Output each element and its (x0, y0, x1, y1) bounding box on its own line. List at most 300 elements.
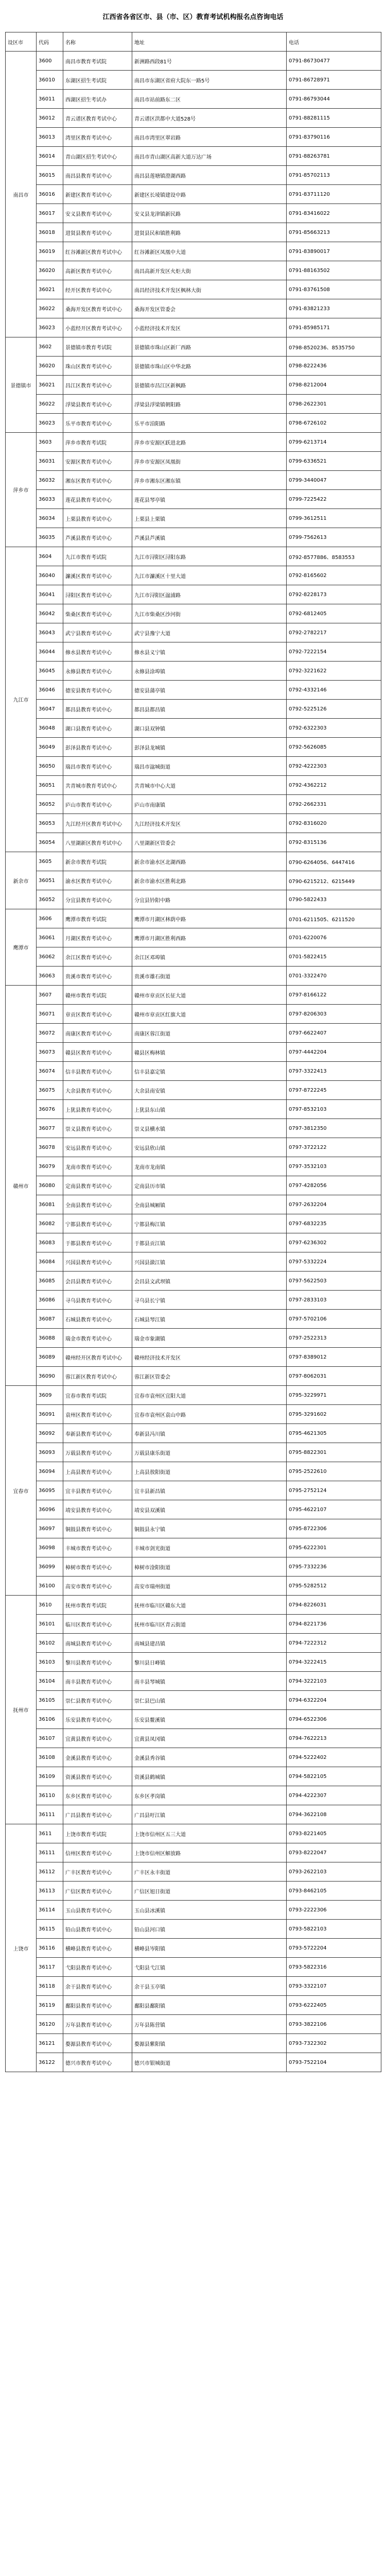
phone-cell: 0799-7225422 (287, 490, 381, 509)
phone-cell: 0701-6220076 (287, 928, 381, 947)
code-cell: 3604 (37, 547, 63, 566)
city-cell: 南昌市 (6, 52, 37, 337)
name-cell: 浮梁县教育考试中心 (63, 395, 132, 414)
name-cell: 安义县教育考试中心 (63, 204, 132, 223)
code-cell: 36047 (37, 700, 63, 719)
table-row (6, 1577, 381, 1596)
name-cell: 九江市教育考试院 (63, 547, 132, 566)
phone-cell: 0794-6522306 (287, 1710, 381, 1729)
code-cell: 36079 (37, 1157, 63, 1176)
address-cell: 靖安县双溪镇 (132, 1500, 287, 1519)
phone-cell: 0791-85985171 (287, 318, 381, 337)
name-cell: 余江区教育考试中心 (63, 947, 132, 967)
table-header-row (6, 32, 381, 52)
code-cell: 36054 (37, 833, 63, 852)
name-cell: 湘东区教育考试中心 (63, 471, 132, 490)
phone-cell: 0797-8532103 (287, 1100, 381, 1119)
table-row (6, 223, 381, 242)
code-cell: 36074 (37, 1062, 63, 1081)
code-cell: 36034 (37, 509, 63, 528)
code-cell: 36046 (37, 681, 63, 700)
table-row (6, 1157, 381, 1176)
phone-cell: 0701-3322470 (287, 967, 381, 986)
address-cell: 永修县涂埠镇 (132, 662, 287, 681)
address-cell: 南昌高新开发区火炬大街 (132, 261, 287, 280)
address-cell: 玉山县冰溪镇 (132, 1901, 287, 1920)
phone-cell: 0798-8222436 (287, 357, 381, 376)
code-cell: 36101 (37, 1615, 63, 1634)
phone-cell: 0797-4442204 (287, 1043, 381, 1062)
table-row (6, 1138, 381, 1157)
code-cell: 36109 (37, 1767, 63, 1786)
code-cell: 36022 (37, 299, 63, 318)
name-cell: 南丰县教育考试中心 (63, 1672, 132, 1691)
table-row (6, 1996, 381, 2015)
code-cell: 36031 (37, 452, 63, 471)
city-cell: 景德镇市 (6, 337, 37, 433)
table-row (6, 1977, 381, 1996)
table-row (6, 490, 381, 509)
name-cell: 信丰县教育考试中心 (63, 1062, 132, 1081)
name-cell: 湾里区教育考试中心 (63, 128, 132, 147)
code-cell: 36091 (37, 1405, 63, 1424)
table-row (6, 1843, 381, 1862)
phone-cell: 0793-2222306 (287, 1901, 381, 1920)
code-cell: 36045 (37, 662, 63, 681)
address-cell: 新洲路西段81号 (132, 52, 287, 71)
table-row (6, 2015, 381, 2034)
phone-cell: 0794-4222307 (287, 1786, 381, 1805)
table-row (6, 967, 381, 986)
code-cell: 36042 (37, 604, 63, 623)
name-cell: 章贡区教育考试中心 (63, 1005, 132, 1024)
phone-cell: 0797-4282056 (287, 1176, 381, 1195)
city-cell: 鹰潭市 (6, 909, 37, 986)
code-cell: 3603 (37, 433, 63, 452)
phone-cell: 0797-6832235 (287, 1214, 381, 1233)
name-cell: 共青城市教育考试中心 (63, 776, 132, 795)
code-cell: 36071 (37, 1005, 63, 1024)
name-cell: 崇仁县教育考试中心 (63, 1691, 132, 1710)
code-cell: 36012 (37, 109, 63, 128)
phone-cell: 0790-5822433 (287, 890, 381, 909)
phone-cell: 0798-2622301 (287, 395, 381, 414)
code-cell: 36015 (37, 166, 63, 185)
name-cell: 横峰县教育考试中心 (63, 1939, 132, 1958)
address-cell: 广丰区永丰街道 (132, 1862, 287, 1882)
name-cell: 湖口县教育考试中心 (63, 719, 132, 738)
code-cell: 36019 (37, 242, 63, 261)
address-cell: 鹰潭市月湖区胜利西路 (132, 928, 287, 947)
name-cell: 赣州市教育考试院 (63, 986, 132, 1005)
table-row (6, 604, 381, 623)
name-cell: 信州区教育考试中心 (63, 1843, 132, 1862)
address-cell: 铜鼓县永宁镇 (132, 1519, 287, 1538)
code-cell: 36086 (37, 1291, 63, 1310)
name-cell: 上饶市教育考试院 (63, 1824, 132, 1843)
table-row (6, 1634, 381, 1653)
table-body (6, 52, 381, 2072)
table-row (6, 90, 381, 109)
name-cell: 黎川县教育考试中心 (63, 1653, 132, 1672)
code-cell: 36122 (37, 2053, 63, 2072)
address-cell: 修水县义宁镇 (132, 642, 287, 662)
name-cell: 红谷滩新区教育考试中心 (63, 242, 132, 261)
header-phone: 电话 (287, 32, 381, 52)
table-row (6, 1748, 381, 1767)
name-cell: 昌江区教育考试中心 (63, 376, 132, 395)
table-row (6, 585, 381, 604)
code-cell: 36104 (37, 1672, 63, 1691)
code-cell: 36087 (37, 1310, 63, 1329)
name-cell: 高新区教育考试中心 (63, 261, 132, 280)
code-cell: 36040 (37, 566, 63, 585)
address-cell: 德安县蒲亭镇 (132, 681, 287, 700)
city-cell: 宜春市 (6, 1386, 37, 1596)
code-cell: 36049 (37, 738, 63, 757)
phone-cell: 0792-2782217 (287, 623, 381, 642)
phone-cell: 0797-8062031 (287, 1367, 381, 1386)
name-cell: 全南县教育考试中心 (63, 1195, 132, 1214)
phone-cell: 0795-4622107 (287, 1500, 381, 1519)
phone-cell: 0798-6726102 (287, 414, 381, 433)
name-cell: 万年县教育考试中心 (63, 2015, 132, 2034)
phone-cell: 0791-86793044 (287, 90, 381, 109)
table-row (6, 147, 381, 166)
name-cell: 浔阳区教育考试中心 (63, 585, 132, 604)
address-cell: 上饶市信州区解放路 (132, 1843, 287, 1862)
address-cell: 赣州经济技术开发区 (132, 1348, 287, 1367)
table-row (6, 337, 381, 357)
address-cell: 上犹县东山镇 (132, 1100, 287, 1119)
phone-cell: 0791-83790116 (287, 128, 381, 147)
table-row (6, 1367, 381, 1386)
code-cell: 36111 (37, 1805, 63, 1824)
phone-cell: 0792-5626085 (287, 738, 381, 757)
table-row (6, 1005, 381, 1024)
code-cell: 36020 (37, 261, 63, 280)
table-row (6, 1119, 381, 1138)
name-cell: 南昌市教育考试院 (63, 52, 132, 71)
table-row (6, 128, 381, 147)
address-cell: 鄱阳县鄱阳镇 (132, 1996, 287, 2015)
name-cell: 宁都县教育考试中心 (63, 1214, 132, 1233)
code-cell: 36082 (37, 1214, 63, 1233)
address-cell: 桑海开发区管委会 (132, 299, 287, 318)
name-cell: 余干县教育考试中心 (63, 1977, 132, 1996)
address-cell: 樟树市淦阳街道 (132, 1557, 287, 1577)
name-cell: 瑞金市教育考试中心 (63, 1329, 132, 1348)
address-cell: 宜春市袁州区宜阳大道 (132, 1386, 287, 1405)
address-cell: 景德镇市珠山区中华北路 (132, 357, 287, 376)
phone-cell: 0792-4362212 (287, 776, 381, 795)
table-row (6, 986, 381, 1005)
address-cell: 萍乡市湘东区湘东镇 (132, 471, 287, 490)
phone-cell: 0793-8222047 (287, 1843, 381, 1862)
table-row (6, 1062, 381, 1081)
phone-cell: 0794-8226031 (287, 1596, 381, 1615)
address-cell: 共青城市中心大道 (132, 776, 287, 795)
phone-cell: 0792-8316020 (287, 814, 381, 833)
address-cell: 瑞金市象湖镇 (132, 1329, 287, 1348)
name-cell: 永修县教育考试中心 (63, 662, 132, 681)
code-cell: 36016 (37, 185, 63, 204)
phone-cell: 0794-7622213 (287, 1729, 381, 1748)
phone-cell: 0792-8228173 (287, 585, 381, 604)
name-cell: 玉山县教育考试中心 (63, 1901, 132, 1920)
name-cell: 分宜县教育考试中心 (63, 890, 132, 909)
name-cell: 彭泽县教育考试中心 (63, 738, 132, 757)
name-cell: 桑海开发区教育考试中心 (63, 299, 132, 318)
name-cell: 蓉江新区教育考试中心 (63, 1367, 132, 1386)
code-cell: 36105 (37, 1691, 63, 1710)
table-row (6, 1882, 381, 1901)
code-cell: 36023 (37, 414, 63, 433)
phone-cell: 0701-6211505、6211520 (287, 909, 381, 928)
name-cell: 西湖区招生考试办 (63, 90, 132, 109)
address-cell: 萍乡市安源区凤凰街 (132, 452, 287, 471)
code-cell: 36022 (37, 395, 63, 414)
phone-cell: 0797-5702106 (287, 1310, 381, 1329)
name-cell: 上栗县教育考试中心 (63, 509, 132, 528)
table-row (6, 1405, 381, 1424)
phone-cell: 0795-6222301 (287, 1538, 381, 1557)
address-cell: 黎川县日峰镇 (132, 1653, 287, 1672)
phone-cell: 0793-5722204 (287, 1939, 381, 1958)
address-cell: 新余市渝水区北湖西路 (132, 852, 287, 871)
address-cell: 奉新县冯川镇 (132, 1424, 287, 1443)
code-cell: 36106 (37, 1710, 63, 1729)
name-cell: 赣县区教育考试中心 (63, 1043, 132, 1062)
address-cell: 红谷滩新区凤凰中大道 (132, 242, 287, 261)
address-cell: 浮梁县浮梁镇朝阳路 (132, 395, 287, 414)
phone-cell: 0795-3229971 (287, 1386, 381, 1405)
phone-cell: 0791-83711120 (287, 185, 381, 204)
document-title: 江西省各省区市、县（市、区）教育考试机构报名点咨询电话 (102, 13, 284, 21)
table-row (6, 1901, 381, 1920)
name-cell: 都昌县教育考试中心 (63, 700, 132, 719)
name-cell: 铜鼓县教育考试中心 (63, 1519, 132, 1538)
code-cell: 36021 (37, 376, 63, 395)
table-row (6, 776, 381, 795)
name-cell: 临川区教育考试中心 (63, 1615, 132, 1634)
code-cell: 36120 (37, 2015, 63, 2034)
name-cell: 龙南市教育考试中心 (63, 1157, 132, 1176)
table-row (6, 1291, 381, 1310)
phone-cell: 0792-8165602 (287, 566, 381, 585)
name-cell: 宜黄县教育考试中心 (63, 1729, 132, 1748)
code-cell: 36044 (37, 642, 63, 662)
code-cell: 36078 (37, 1138, 63, 1157)
address-cell: 鹰潭市月湖区林荫中路 (132, 909, 287, 928)
address-cell: 铅山县河口镇 (132, 1920, 287, 1939)
table-row (6, 795, 381, 814)
phone-cell: 0797-8206303 (287, 1005, 381, 1024)
code-cell: 36093 (37, 1443, 63, 1462)
name-cell: 南城县教育考试中心 (63, 1634, 132, 1653)
name-cell: 广信区教育考试中心 (63, 1882, 132, 1901)
name-cell: 八里湖新区教育考试中心 (63, 833, 132, 852)
address-cell: 九江市柴桑区沙河街 (132, 604, 287, 623)
phone-cell: 0795-8822301 (287, 1443, 381, 1462)
name-cell: 樟树市教育考试中心 (63, 1557, 132, 1577)
name-cell: 广丰区教育考试中心 (63, 1862, 132, 1882)
name-cell: 月湖区教育考试中心 (63, 928, 132, 947)
table-row (6, 471, 381, 490)
table-row (6, 1443, 381, 1462)
name-cell: 安远县教育考试中心 (63, 1138, 132, 1157)
phone-cell: 0792-4332146 (287, 681, 381, 700)
phone-cell: 0795-2522610 (287, 1462, 381, 1481)
phone-cell: 0793-2622103 (287, 1862, 381, 1882)
code-cell: 36115 (37, 1920, 63, 1939)
name-cell: 鹰潭市教育考试院 (63, 909, 132, 928)
address-cell: 南昌市青山湖区高新大道万达广场 (132, 147, 287, 166)
table-row (6, 681, 381, 700)
table-row (6, 109, 381, 128)
address-cell: 抚州市临川区赣东大道 (132, 1596, 287, 1615)
table-row (6, 395, 381, 414)
code-cell: 36118 (37, 1977, 63, 1996)
phone-cell: 0792-6812405 (287, 604, 381, 623)
phone-cell: 0791-83416022 (287, 204, 381, 223)
table-row (6, 1043, 381, 1062)
address-cell: 南昌经济技术开发区枫林大街 (132, 280, 287, 299)
name-cell: 东乡区教育考试中心 (63, 1786, 132, 1805)
address-cell: 新建区长堎镇建设中路 (132, 185, 287, 204)
table-row (6, 1081, 381, 1100)
code-cell: 36080 (37, 1176, 63, 1195)
table-row (6, 566, 381, 585)
name-cell: 金溪县教育考试中心 (63, 1748, 132, 1767)
phone-cell: 0795-5282512 (287, 1577, 381, 1596)
name-cell: 贵溪市教育考试中心 (63, 967, 132, 986)
city-cell: 赣州市 (6, 986, 37, 1386)
table-row (6, 376, 381, 395)
table-row (6, 738, 381, 757)
table-row (6, 71, 381, 90)
table-row (6, 947, 381, 967)
phone-cell: 0799-7562613 (287, 528, 381, 547)
address-cell: 龙南市龙南镇 (132, 1157, 287, 1176)
code-cell: 36112 (37, 1862, 63, 1882)
code-cell: 3611 (37, 1824, 63, 1843)
name-cell: 寻乌县教育考试中心 (63, 1291, 132, 1310)
code-cell: 36072 (37, 1024, 63, 1043)
table-row (6, 2053, 381, 2072)
phone-cell: 0798-8212004 (287, 376, 381, 395)
phone-cell: 0799-6213714 (287, 433, 381, 452)
name-cell: 铅山县教育考试中心 (63, 1920, 132, 1939)
table-row (6, 871, 381, 890)
name-cell: 会昌县教育考试中心 (63, 1272, 132, 1291)
address-cell: 彭泽县龙城镇 (132, 738, 287, 757)
name-cell: 新余市教育考试院 (63, 852, 132, 871)
address-cell: 上栗县上栗镇 (132, 509, 287, 528)
phone-cell: 0790-6215212、6215449 (287, 871, 381, 890)
address-cell: 进贤县民和镇胜利路 (132, 223, 287, 242)
code-cell: 3605 (37, 852, 63, 871)
table-row (6, 1805, 381, 1824)
name-cell: 宜丰县教育考试中心 (63, 1481, 132, 1500)
phone-cell: 0797-3322413 (287, 1062, 381, 1081)
name-cell: 南昌县教育考试中心 (63, 166, 132, 185)
code-cell: 36097 (37, 1519, 63, 1538)
phone-cell: 0792-4222303 (287, 757, 381, 776)
phone-cell: 0797-5622503 (287, 1272, 381, 1291)
table-row (6, 357, 381, 376)
table-row (6, 1272, 381, 1291)
name-cell: 靖安县教育考试中心 (63, 1500, 132, 1519)
table-row (6, 261, 381, 280)
code-cell: 36119 (37, 1996, 63, 2015)
table-row (6, 642, 381, 662)
code-cell: 36084 (37, 1252, 63, 1272)
phone-cell: 0790-6264056、6447416 (287, 852, 381, 871)
table-row (6, 1310, 381, 1329)
address-cell: 景德镇市昌江区新枫路 (132, 376, 287, 395)
address-cell: 南丰县琴城镇 (132, 1672, 287, 1691)
name-cell: 乐安县教育考试中心 (63, 1710, 132, 1729)
phone-cell: 0799-6336521 (287, 452, 381, 471)
table-row (6, 1424, 381, 1443)
name-cell: 修水县教育考试中心 (63, 642, 132, 662)
code-cell: 36094 (37, 1462, 63, 1481)
header-name: 名称 (63, 32, 132, 52)
name-cell: 兴国县教育考试中心 (63, 1252, 132, 1272)
address-cell: 瑞昌市湓城街道 (132, 757, 287, 776)
code-cell: 36117 (37, 1958, 63, 1977)
phone-cell: 0795-2752124 (287, 1481, 381, 1500)
address-cell: 八里湖新区管委会 (132, 833, 287, 852)
code-cell: 36017 (37, 204, 63, 223)
name-cell: 丰城市教育考试中心 (63, 1538, 132, 1557)
code-cell: 3607 (37, 986, 63, 1005)
table-row (6, 414, 381, 433)
address-cell: 南康区蓉江街道 (132, 1024, 287, 1043)
table-row (6, 1824, 381, 1843)
name-cell: 安源区教育考试中心 (63, 452, 132, 471)
table-row (6, 719, 381, 738)
address-cell: 弋阳县弋江镇 (132, 1958, 287, 1977)
address-cell: 宜黄县凤冈镇 (132, 1729, 287, 1748)
phone-cell: 0797-3532103 (287, 1157, 381, 1176)
address-cell: 崇仁县巴山镇 (132, 1691, 287, 1710)
code-cell: 36098 (37, 1538, 63, 1557)
address-cell: 乐平市洎阳路 (132, 414, 287, 433)
address-cell: 崇义县横水镇 (132, 1119, 287, 1138)
city-cell: 萍乡市 (6, 433, 37, 547)
code-cell: 36096 (37, 1500, 63, 1519)
code-cell: 36053 (37, 814, 63, 833)
code-cell: 3610 (37, 1596, 63, 1615)
name-cell: 于都县教育考试中心 (63, 1233, 132, 1252)
phone-cell: 0798-8520236、8535750 (287, 337, 381, 357)
phone-cell: 0797-2522313 (287, 1329, 381, 1348)
code-cell: 3609 (37, 1386, 63, 1405)
code-cell: 36041 (37, 585, 63, 604)
address-cell: 新余市渝水区胜利北路 (132, 871, 287, 890)
table-row (6, 547, 381, 566)
name-cell: 万载县教育考试中心 (63, 1443, 132, 1462)
phone-cell: 0792-6322303 (287, 719, 381, 738)
code-cell: 36110 (37, 1786, 63, 1805)
phone-cell: 0793-8221405 (287, 1824, 381, 1843)
name-cell: 庐山市教育考试中心 (63, 795, 132, 814)
code-cell: 36095 (37, 1481, 63, 1500)
phone-cell: 0793-6222405 (287, 1996, 381, 2015)
table-row (6, 1519, 381, 1538)
